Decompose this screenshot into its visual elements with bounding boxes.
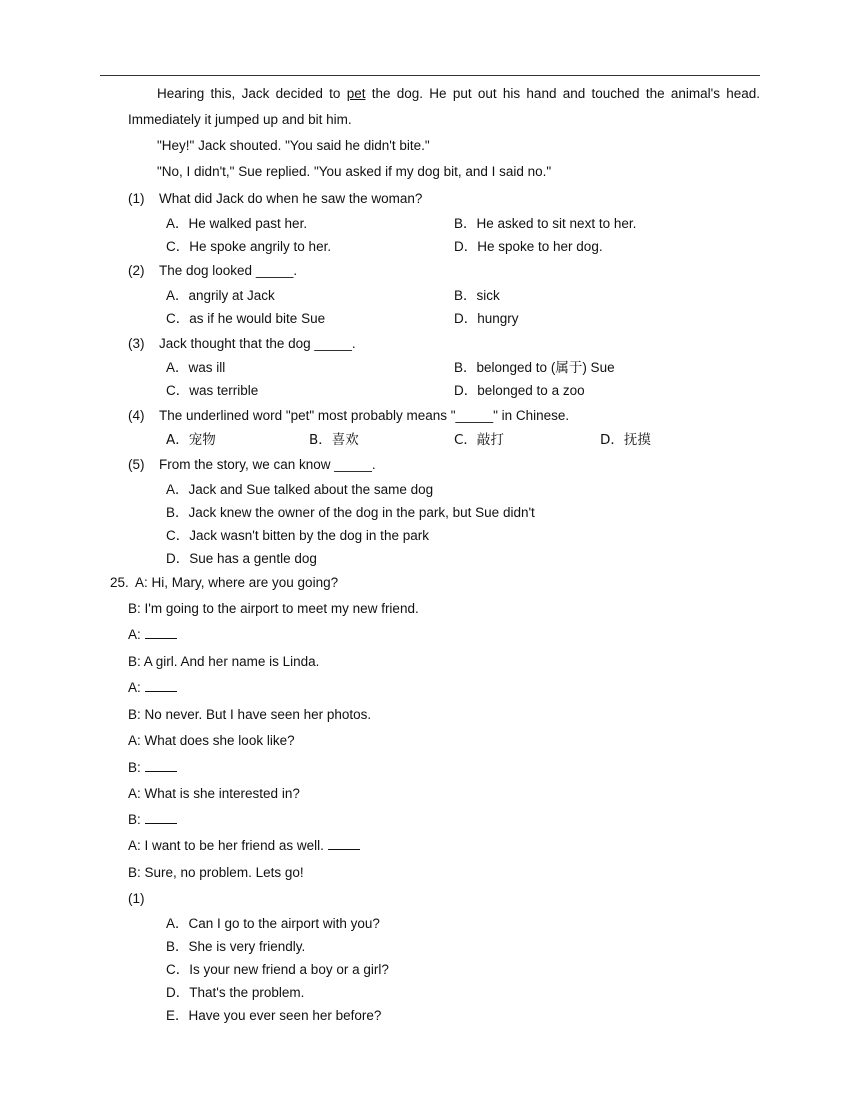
option-a[interactable]: A．He walked past her. [166,216,308,231]
dialogue-line: B: Sure, no problem. Lets go! [128,865,304,880]
option-a[interactable]: A．Jack and Sue talked about the same dog [166,482,434,497]
passage-paragraph-1-line-2: Immediately it jumped up and bit him. [128,112,352,127]
answer-blank[interactable] [145,811,177,824]
question-number: (1) [128,191,145,206]
header-rule [100,75,760,76]
question-stem: From the story, we can know _____. [159,457,376,472]
question-number: (3) [128,336,145,351]
option-d[interactable]: D．He spoke to her dog. [454,239,603,254]
option-b[interactable]: B．喜欢 [309,432,359,448]
question-stem: The dog looked _____. [159,263,298,278]
option-c[interactable]: C．He spoke angrily to her. [166,239,332,254]
option-d[interactable]: D．That's the problem. [166,985,305,1000]
dialogue-line: A: What does she look like? [128,733,295,748]
option-b[interactable]: B．He asked to sit next to her. [454,216,637,231]
option-b[interactable]: B．She is very friendly. [166,939,306,954]
option-a[interactable]: A．Can I go to the airport with you? [166,916,380,931]
option-b[interactable]: B．sick [454,288,500,303]
answer-blank[interactable] [145,759,177,772]
dialogue-line: B: A girl. And her name is Linda. [128,654,320,669]
question-stem: The underlined word "pet" most probably means "_____" in Chinese. [159,408,570,423]
option-b[interactable]: B．Jack knew the owner of the dog in the park, but Sue didn't [166,505,535,520]
option-d[interactable]: D．hungry [454,311,519,326]
dialogue-line: B: I'm going to the airport to meet my new friend. [128,601,419,616]
question-number: (4) [128,408,145,423]
dialogue-line-with-blank: A: [128,626,177,644]
option-c[interactable]: C．敲打 [454,432,504,448]
sub-question-number: (1) [128,891,145,906]
dialogue-line-with-blank: B: [128,759,177,777]
option-c[interactable]: C．Is your new friend a boy or a girl? [166,962,389,977]
dialogue-line-with-blank: B: [128,811,177,829]
answer-blank[interactable] [145,679,177,692]
dialogue-line: B: No never. But I have seen her photos. [128,707,372,722]
question-stem: What did Jack do when he saw the woman? [159,191,423,206]
option-b[interactable]: B．belonged to (属于) Sue [454,360,615,375]
question-number: (2) [128,263,145,278]
dialogue-line-with-blank: A: I want to be her friend as well. [128,837,360,855]
option-d[interactable]: D．Sue has a gentle dog [166,551,317,566]
answer-blank[interactable] [145,626,177,639]
option-d[interactable]: D．belonged to a zoo [454,383,585,398]
question-25-number: 25. [110,575,129,590]
option-a[interactable]: A．was ill [166,360,226,375]
passage-paragraph-3: "No, I didn't," Sue replied. "You asked if my dog bit, and I said no." [157,164,552,179]
dialogue-line: A: Hi, Mary, where are you going? [135,575,339,590]
passage-paragraph-1: Hearing this, Jack decided to pet the dog. He put out his hand and touched the animal's head. [157,86,760,101]
question-stem: Jack thought that the dog _____. [159,336,356,351]
option-d[interactable]: D．抚摸 [600,432,651,448]
dialogue-line: A: What is she interested in? [128,786,300,801]
option-c[interactable]: C．Jack wasn't bitten by the dog in the park [166,528,429,543]
option-c[interactable]: C．as if he would bite Sue [166,311,326,326]
option-e[interactable]: E．Have you ever seen her before? [166,1008,382,1023]
answer-blank[interactable] [328,837,360,850]
option-c[interactable]: C．was terrible [166,383,259,398]
question-number: (5) [128,457,145,472]
option-a[interactable]: A．宠物 [166,432,216,448]
dialogue-line-with-blank: A: [128,679,177,697]
option-a[interactable]: A．angrily at Jack [166,288,275,303]
underlined-word-pet: pet [346,86,366,101]
passage-paragraph-2: "Hey!" Jack shouted. "You said he didn't bite." [157,138,430,153]
